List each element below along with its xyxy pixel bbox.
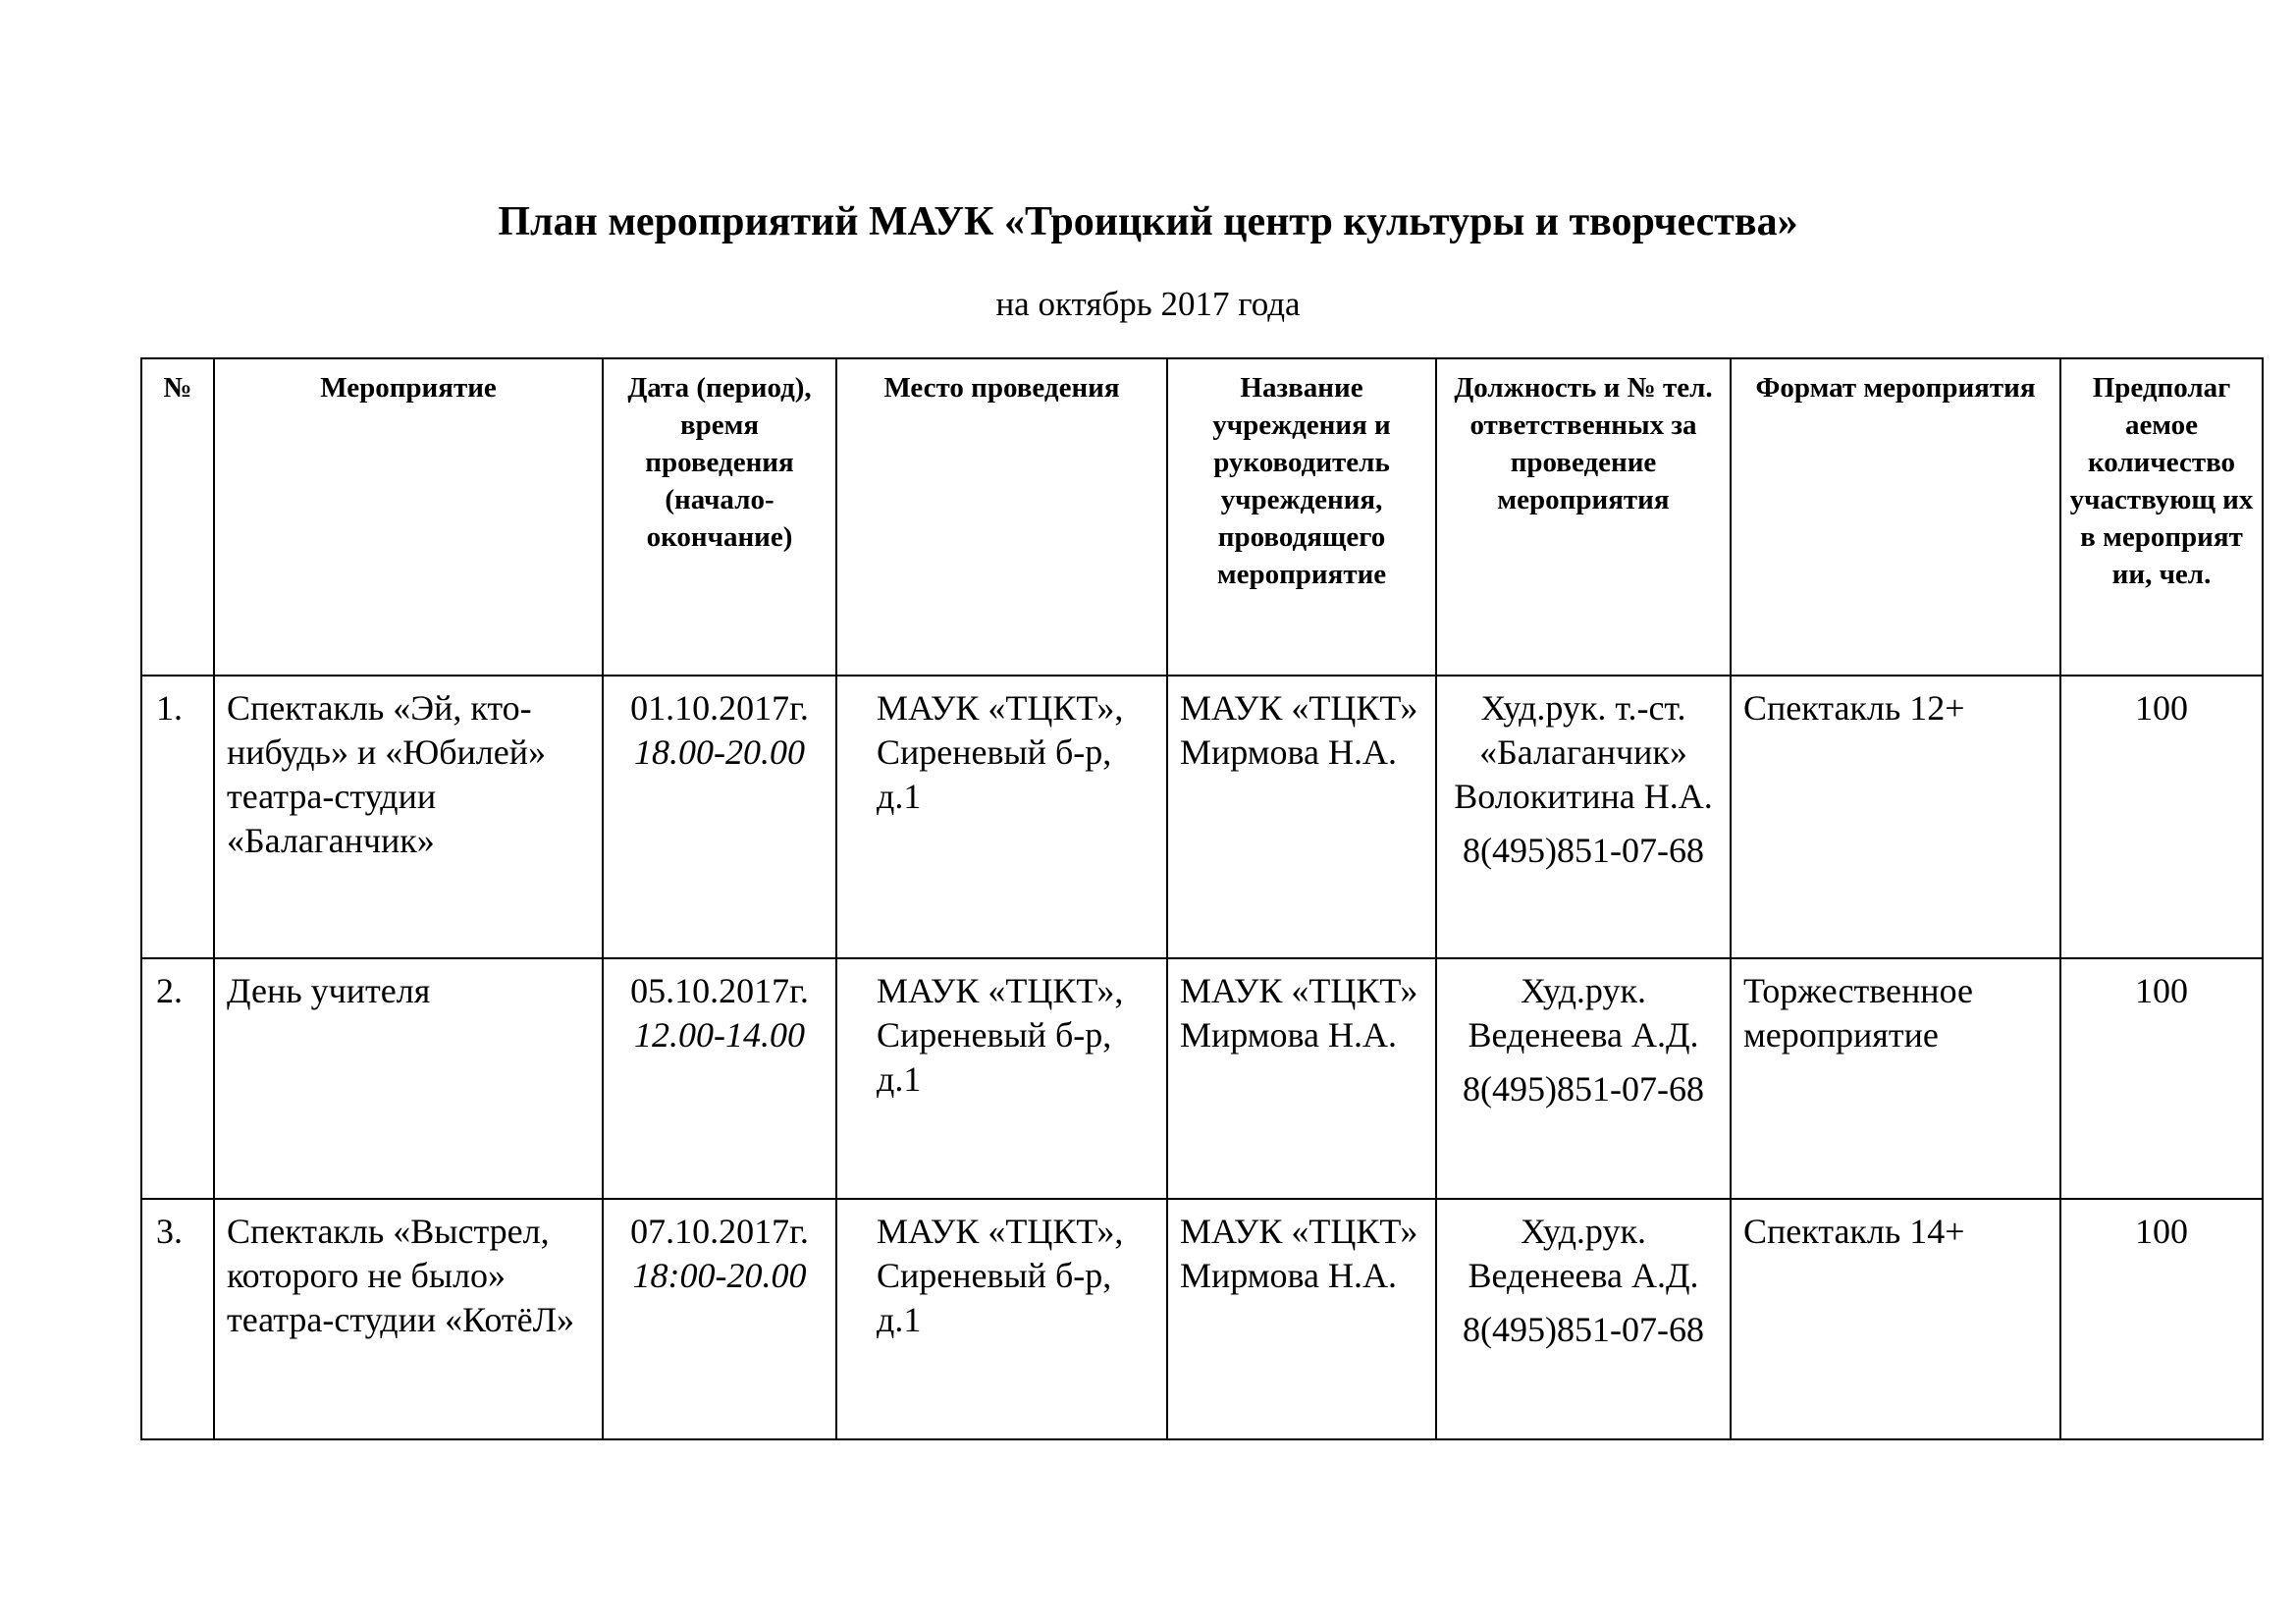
row-date-cell bbox=[603, 1199, 836, 1439]
header-date: Дата (период), время проведения (начало- окончание) bbox=[603, 358, 836, 676]
row-resp-cell bbox=[1436, 676, 1731, 958]
row-date-cell bbox=[603, 958, 836, 1199]
row-place: МАУК «ТЦКТ», Сиреневый б-р, д.1 bbox=[836, 676, 1167, 958]
row-org: МАУК «ТЦКТ» Мирмова Н.А. bbox=[1167, 676, 1436, 958]
row-place: МАУК «ТЦКТ», Сиреневый б-р, д.1 bbox=[836, 1199, 1167, 1439]
row-resp-cell bbox=[1436, 1199, 1731, 1439]
table-row bbox=[141, 958, 2263, 1199]
row-event: Спектакль «Выстрел, которого не было» театра-студии «КотёЛ» bbox=[214, 1199, 603, 1439]
row-date-cell bbox=[603, 676, 836, 958]
table-row bbox=[141, 1199, 2263, 1439]
row-time: 18:00-20.00 bbox=[632, 1256, 807, 1295]
table-row bbox=[141, 676, 2263, 958]
row-place: МАУК «ТЦКТ», Сиреневый б-р, д.1 bbox=[836, 958, 1167, 1199]
row-date: 01.10.2017г. bbox=[630, 688, 809, 728]
row-num: 2. bbox=[141, 958, 214, 1199]
row-date: 07.10.2017г. bbox=[630, 1212, 809, 1251]
row-org: МАУК «ТЦКТ» Мирмова Н.А. bbox=[1167, 958, 1436, 1199]
row-phone: 8(495)851-07-68 bbox=[1463, 831, 1704, 870]
header-org: Название учреждения и руководитель учреждения, проводящего мероприятие bbox=[1167, 358, 1436, 676]
row-phone: 8(495)851-07-68 bbox=[1463, 1069, 1704, 1109]
row-org: МАУК «ТЦКТ» Мирмова Н.А. bbox=[1167, 1199, 1436, 1439]
document-title: План мероприятий МАУК «Троицкий центр культуры и творчества» bbox=[498, 199, 1798, 244]
row-format: Спектакль 14+ bbox=[1731, 1199, 2060, 1439]
events-table bbox=[140, 357, 2264, 1440]
document-subtitle: на октябрь 2017 года bbox=[995, 285, 1301, 323]
row-format: Спектакль 12+ bbox=[1731, 676, 2060, 958]
row-resp: Худ.рук. Веденеева А.Д. bbox=[1468, 971, 1699, 1055]
header-event: Мероприятие bbox=[214, 358, 603, 676]
row-count: 100 bbox=[2060, 1199, 2263, 1439]
row-date: 05.10.2017г. bbox=[630, 971, 809, 1010]
row-resp-cell bbox=[1436, 958, 1731, 1199]
header-place: Место проведения bbox=[836, 358, 1167, 676]
row-event: Спектакль «Эй, кто-нибудь» и «Юбилей» театра-студии «Балаганчик» bbox=[214, 676, 603, 958]
row-count: 100 bbox=[2060, 958, 2263, 1199]
row-format: Торжественное мероприятие bbox=[1731, 958, 2060, 1199]
row-time: 18.00-20.00 bbox=[634, 732, 805, 772]
row-resp: Худ.рук. т.-ст. «Балаганчик» Волокитина Н.А. bbox=[1454, 688, 1713, 816]
table-header-row bbox=[141, 358, 2263, 676]
row-resp: Худ.рук. Веденеева А.Д. bbox=[1468, 1212, 1699, 1295]
header-num: № bbox=[141, 358, 214, 676]
row-count: 100 bbox=[2060, 676, 2263, 958]
row-num: 3. bbox=[141, 1199, 214, 1439]
header-resp: Должность и № тел. ответственных за проведение мероприятия bbox=[1436, 358, 1731, 676]
row-event: День учителя bbox=[214, 958, 603, 1199]
row-num: 1. bbox=[141, 676, 214, 958]
row-phone: 8(495)851-07-68 bbox=[1463, 1310, 1704, 1349]
header-count: Предполаг аемое количество участвующ их в мероприят ии, чел. bbox=[2060, 358, 2263, 676]
header-format: Формат мероприятия bbox=[1731, 358, 2060, 676]
row-time: 12.00-14.00 bbox=[634, 1015, 805, 1055]
